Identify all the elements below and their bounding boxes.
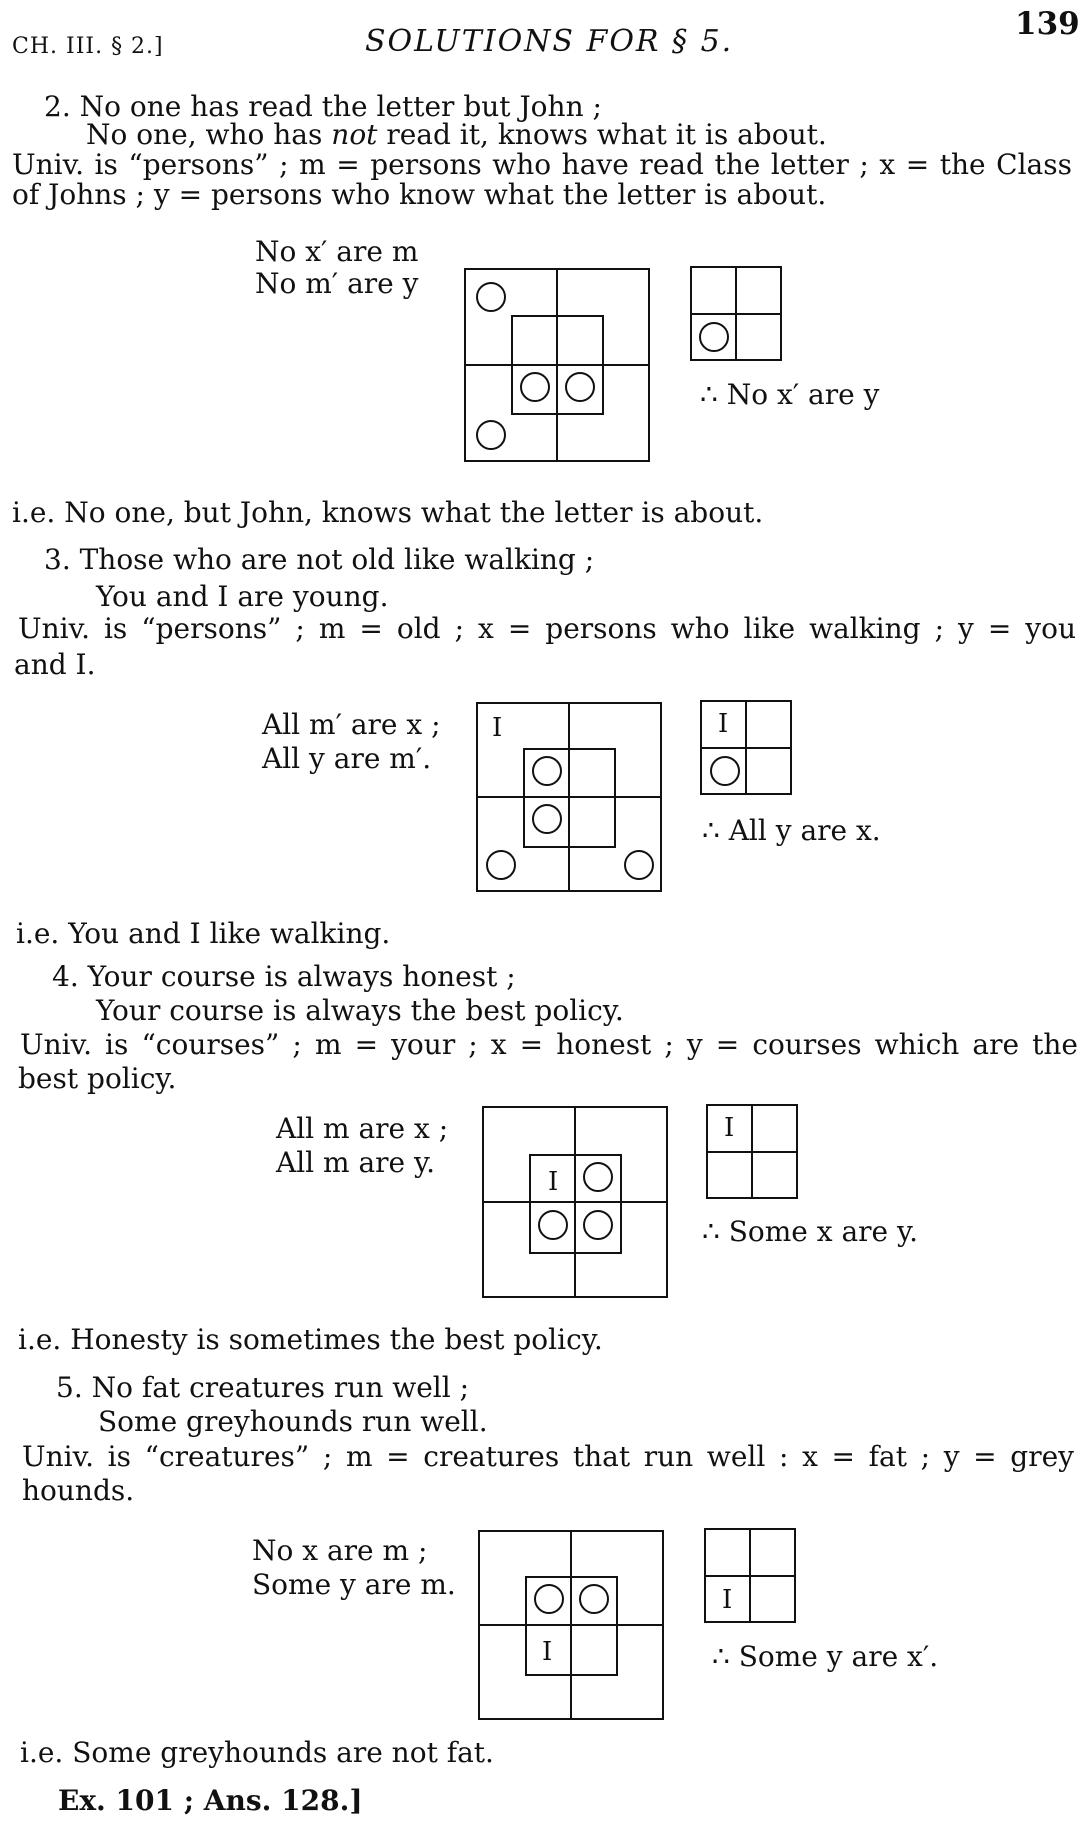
occupied-cell-mark: I [718, 709, 729, 739]
empty-cell-circle [699, 322, 729, 352]
ex5-univ-line-1: Univ. is “creatures” ; m = creatures that run well : x = fat ; y = grey [22, 1440, 1074, 1473]
ex3-premiss-1: 3. Those who are not old like walking ; [44, 543, 595, 576]
ex3-diagram-premiss-1: All m′ are x ; [262, 708, 441, 741]
ex2-trilateral-diagram [464, 268, 650, 462]
ex5-univ-line-2: hounds. [22, 1474, 135, 1507]
empty-cell-circle [583, 1162, 613, 1192]
ex3-premiss-2: You and I are young. [96, 580, 389, 613]
occupied-cell-mark: I [722, 1585, 733, 1615]
occupied-cell-mark: I [548, 1167, 559, 1197]
empty-cell-circle [532, 756, 562, 786]
ex4-diagram-premiss-2: All m are y. [276, 1146, 436, 1179]
ex2-univ-line-1: Univ. is “persons” ; m = persons who have read the letter ; x = the Class [12, 148, 1072, 181]
ex5-interpretation: i.e. Some greyhounds are not fat. [20, 1736, 494, 1769]
ex4-premiss-1: 4. Your course is always honest ; [52, 960, 516, 993]
ex5-premiss-2: Some greyhounds run well. [98, 1405, 488, 1438]
empty-cell-circle [532, 804, 562, 834]
empty-cell-circle [476, 420, 506, 450]
ex2-interpretation: i.e. No one, but John, knows what the letter is about. [12, 496, 764, 529]
ex4-interpretation: i.e. Honesty is sometimes the best policy. [18, 1323, 603, 1356]
ex4-conclusion: ∴ Some x are y. [702, 1215, 919, 1248]
ex3-conclusion: ∴ All y are x. [702, 814, 881, 847]
ex3-trilateral-diagram [476, 702, 662, 892]
empty-cell-circle [486, 850, 516, 880]
ex2-diagram-premiss-1: No x′ are m [255, 235, 419, 268]
ex4-trilateral-diagram [482, 1106, 668, 1298]
ex2-univ-line-2: of Johns ; y = persons who know what the letter is about. [12, 178, 827, 211]
ex4-premiss-2: Your course is always the best policy. [96, 994, 624, 1027]
empty-cell-circle [538, 1210, 568, 1240]
ex5-diagram-premiss-2: Some y are m. [252, 1568, 456, 1601]
ex5-trilateral-diagram [478, 1530, 664, 1720]
empty-cell-circle [476, 282, 506, 312]
m-inner-square [511, 315, 604, 415]
ex3-univ-line-1: Univ. is “persons” ; m = old ; x = persons who like walking ; y = you [18, 612, 1076, 645]
page-number: 139 [1015, 6, 1080, 42]
ex4-univ-line-2: best policy. [18, 1062, 177, 1095]
empty-cell-circle [710, 756, 740, 786]
ex5-diagram-premiss-1: No x are m ; [252, 1534, 428, 1567]
occupied-cell-mark: I [724, 1113, 735, 1143]
empty-cell-circle [579, 1584, 609, 1614]
ex2-premiss-2: No one, who has not read it, knows what it is about. [86, 118, 827, 151]
ex5-biliteral-diagram [704, 1528, 796, 1623]
ex5-premiss-1: 5. No fat creatures run well ; [56, 1371, 470, 1404]
running-title: SOLUTIONS FOR § 5. [365, 24, 734, 59]
empty-cell-circle [534, 1584, 564, 1614]
empty-cell-circle [583, 1210, 613, 1240]
chapter-reference: CH. III. § 2.] [12, 34, 164, 59]
empty-cell-circle [624, 850, 654, 880]
ex4-biliteral-diagram [706, 1104, 798, 1199]
ex3-diagram-premiss-2: All y are m′. [262, 742, 432, 775]
ex4-univ-line-1: Univ. is “courses” ; m = your ; x = honest ; y = courses which are the [20, 1028, 1078, 1061]
ex4-diagram-premiss-1: All m are x ; [276, 1112, 449, 1145]
ex2-diagram-premiss-2: No m′ are y [255, 267, 419, 300]
occupied-cell-mark: I [542, 1637, 553, 1667]
ex2-biliteral-diagram [690, 266, 782, 361]
exercise-answer-reference: Ex. 101 ; Ans. 128.] [58, 1784, 363, 1817]
empty-cell-circle [520, 372, 550, 402]
occupied-cell-mark: I [492, 713, 503, 743]
ex3-interpretation: i.e. You and I like walking. [16, 917, 391, 950]
ex3-univ-line-2: and I. [14, 648, 96, 681]
ex2-premiss-1: 2. No one has read the letter but John ; [44, 90, 602, 123]
ex2-conclusion: ∴ No x′ are y [700, 378, 880, 411]
empty-cell-circle [565, 372, 595, 402]
ex3-biliteral-diagram [700, 700, 792, 795]
ex5-conclusion: ∴ Some y are x′. [712, 1640, 939, 1673]
